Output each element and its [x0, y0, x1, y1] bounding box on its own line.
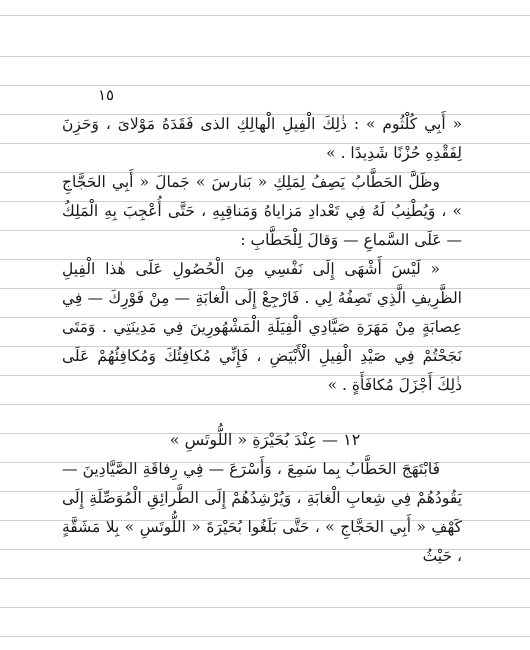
paragraph-1: « أَبِي كُلْثُوم » : ذٰلِكَ الْفِيلِ الْهالِكِ الذى فَقَدَهُ مَوْلاىَ ، وَحَزِنَ لِفَقْدِهِ حُزْنًا شَدِيدًا . » [62, 115, 462, 162]
paragraph-2: وظَلَّ الحَطَّابُ يَصِفُ لِمَلِكِ « بَنارسَ » جَمالَ « أَبِي الحَجَّاجِ » ، وَيُطْنِبُ لَهُ فِي تَعْدادِ مَزاياهُ وَمَناقِبِهِ ، حَتَّى أُعْجِبَ بِهِ الْمَلِكُ — عَلَى السَّماعِ — وَقالَ لِلْحَطَّابِ : [62, 173, 462, 249]
story-section-1 [62, 110, 462, 400]
chapter-heading: ١٢ — عِنْدَ بُحَيْرَةِ « اللُّوتَسِ » [169, 430, 361, 449]
page-number: ١٥ [98, 86, 115, 104]
paragraph-4: فَابْتَهَجَ الحَطَّابُ بِما سَمِعَ ، وَأَسْرَعَ — فِي رِفاقَةِ الصَّيَّادِينَ — يَقُودُهُمْ فِي شِعابِ الْغابَةِ ، وَيُرْشِدُهُمْ إِلَى الطَّرائِقِ الْمُوَصِّلَةِ إِلَى كَهْفِ « أَبِي الحَجَّاجِ » ، حَتَّى بَلَغُوا بُحَيْرَةَ « اللُّوتَسِ » بِلا مَشَقَّةٍ ، حَيْثُ [62, 460, 462, 565]
story-section-2 [62, 455, 462, 571]
paragraph-3: « لَيْسَ أَشْهَى إِلَى نَفْسِي مِنَ الْحُصُولِ عَلَى هٰذا الْفِيلِ الظَّرِيفِ الَّذِي تَصِفُهُ لِي . فَارْجِعْ إِلَى الْغابَةِ — مِنْ فَوْرِكَ — فِي عِصابَةٍ مِنْ مَهَرَةِ صَيَّادِي الْفِيَلَةِ الْمَشْهُورِينَ فِي مَدِينَتِي . وَمَتَى نَجَحْتُمْ فِي صَيْدِ الْفِيلِ الْأَبْيَضِ ، فَإِنِّي مُكافِئُكَ وَمُكافِئُهُمْ عَلَى ذٰلِكَ أَجْزَلَ مُكافَأَةٍ . » [62, 260, 462, 394]
